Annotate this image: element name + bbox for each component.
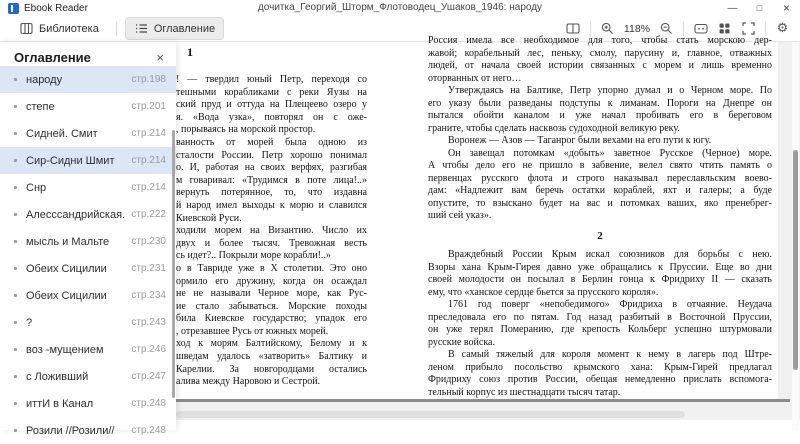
book-text-line: дам: «Надлежит вам беречь остатки кораблей, яхт и галеры; а буде xyxy=(428,185,772,196)
maximize-button[interactable]: □ xyxy=(756,3,763,13)
book-text-line: м говаривал: «Трудимся в поте лица!..» xyxy=(176,174,367,186)
toc-item-label: Обеих Сицилии xyxy=(26,262,107,275)
book-text-line: сь идет?.. Покрыли море корабли!..» xyxy=(176,250,331,262)
toc-sidebar-header xyxy=(0,42,176,65)
toc-item[interactable] xyxy=(0,120,176,147)
bullet-icon xyxy=(14,159,17,162)
zoom-out-icon[interactable] xyxy=(659,21,674,36)
toc-item-label: Сидней. Смит xyxy=(26,127,98,140)
toc-item-page: стр.243 xyxy=(131,317,166,328)
book-text-line: леном прибыло посольство крымского хана: Крым-Гирей предлагал xyxy=(428,361,772,373)
reader-main-area xyxy=(0,35,800,437)
app-logo-icon xyxy=(8,3,19,14)
toc-item-page: стр.246 xyxy=(131,344,166,355)
toc-item[interactable] xyxy=(0,147,176,174)
library-button[interactable] xyxy=(10,17,108,40)
toc-item-label: ? xyxy=(26,316,33,329)
toc-item-page: стр.248 xyxy=(131,398,166,409)
toolbar-separator xyxy=(116,22,117,36)
title-bar xyxy=(0,0,800,16)
toolbar-separator xyxy=(765,22,766,36)
toolbar-separator xyxy=(683,22,684,36)
toc-item[interactable] xyxy=(0,174,176,201)
book-text-line: первенцах русского флота и строго наказывал переславльским воево- xyxy=(428,172,772,184)
book-text-line: не не называли Черное море, как Рус- xyxy=(176,288,367,300)
toc-item-label: иттИ в Канал xyxy=(26,397,94,410)
document-title: дочитка_Георгий_Шторм_Флотоводец_Ушаков_1946: народу xyxy=(257,2,543,13)
book-text-line: вернуть потерянное, то, что издавна xyxy=(176,187,367,199)
book-text-line: Утверждаясь на Балтике, Петр упорно думал и о Черном море. По xyxy=(448,85,772,96)
window-controls xyxy=(719,0,800,16)
sidebar-scrollbar-thumb[interactable] xyxy=(172,130,175,398)
book-text-line: ший сей указ». xyxy=(428,210,492,221)
book-text-line: ормило его дружину, когда он осаждал xyxy=(176,275,367,287)
toc-item-page: стр.222 xyxy=(131,209,166,220)
book-text-line: ский пруд и оттуда на Плещеево озеро у xyxy=(176,99,367,111)
book-text-line: Киевской Руси. xyxy=(176,212,242,224)
book-text-line: преследовала его по пятам. Год назад разбитый в Восточной Пруссии, xyxy=(428,311,772,323)
toc-item-label: Обеих Сицилии xyxy=(26,289,107,302)
book-text-line: своей молодости он посылал в Берлин гонца к Фридриху II — сказать xyxy=(428,274,772,285)
toc-item-label: воз -мущением xyxy=(26,343,104,356)
toc-item-label: степе xyxy=(26,100,55,113)
book-text-line: он уже терял Померанию, где крепость Кольберг успешно штурмовали xyxy=(428,324,772,335)
zoom-level: 118% xyxy=(623,22,650,35)
book-text-line: пытался обойти каналом и уже начал пробивать его в береговом xyxy=(428,110,772,121)
bullet-icon xyxy=(14,429,17,432)
book-text-line: его указу были разведаны подступы к лиманам. Пороги на Днепре он xyxy=(428,97,772,109)
book-text-line: В самый тяжелый для короля момент к нему в лагерь под Штре- xyxy=(448,349,772,360)
settings-gear-icon[interactable]: ⚙ xyxy=(776,21,789,36)
toc-item[interactable] xyxy=(0,309,176,336)
toc-item-label: Снр xyxy=(26,181,47,194)
toc-list-icon xyxy=(134,21,149,36)
book-text-line: о в Тавриде уже в X столетии. Это оно xyxy=(176,262,367,274)
book-text-line: двух и более тысяч. Тревожная весть xyxy=(176,237,367,249)
toc-item-page: стр.198 xyxy=(131,74,166,85)
book-text-line: Россия имела все необходимое для того, чтобы стать морскою дер- xyxy=(428,35,772,46)
zoom-in-icon[interactable] xyxy=(600,21,615,36)
book-text-line: Взоры хана Крым-Гирея давно уже обращались к Пруссии. Еще во дни xyxy=(428,261,772,273)
single-page-view-icon[interactable] xyxy=(693,21,708,36)
book-text-line: , порываясь на морской простор. xyxy=(176,124,316,136)
toc-item-label: Алесссандрийская. xyxy=(26,208,126,221)
toc-item[interactable] xyxy=(0,282,176,309)
toc-item-label: Сир-Сидни Шмит xyxy=(26,154,115,167)
toolbar-separator xyxy=(590,22,591,36)
vertical-scrollbar-thumb[interactable] xyxy=(793,150,798,370)
bullet-icon xyxy=(14,294,17,297)
toc-item[interactable] xyxy=(0,66,176,93)
grid-view-icon[interactable] xyxy=(717,21,732,36)
book-text-line: жавой; корабельный лес, пеньку, смолу, парусину и, главное, отважных xyxy=(428,47,772,59)
close-window-button[interactable]: × xyxy=(782,1,790,15)
toc-item-label: с Ложивший xyxy=(26,370,89,383)
book-page-left-column xyxy=(176,74,367,389)
book-text-line: опустите, то взыскано будет на вас и потомках ваших, яко пренебрег- xyxy=(428,197,772,209)
toc-button-label: Оглавление xyxy=(153,22,216,35)
bullet-icon xyxy=(14,78,17,81)
book-view-icon[interactable] xyxy=(566,21,581,36)
toc-item-page: стр.248 xyxy=(131,425,166,436)
book-text-line: ие стало забываться. Морские походы xyxy=(176,300,367,312)
toc-sidebar-title: Оглавление xyxy=(14,50,91,65)
bullet-icon xyxy=(14,213,17,216)
toc-item[interactable] xyxy=(0,417,176,444)
book-text-line: ходили морем на Византию. Число их xyxy=(176,225,367,237)
bullet-icon xyxy=(14,186,17,189)
app-name: Ebook Reader xyxy=(24,2,88,14)
toc-item-label: мысль и Мальте xyxy=(26,235,110,248)
toc-item-page: стр.247 xyxy=(131,371,166,382)
toc-sidebar xyxy=(0,42,176,437)
book-text-line: , отрезавшее Русь от южных морей. xyxy=(176,325,329,337)
toc-item-page: стр.230 xyxy=(131,236,166,247)
book-text-line: Он завещал потомкам «добыть» заветное Русское (Черное) море. xyxy=(448,147,772,159)
toc-item-page: стр.214 xyxy=(131,128,166,139)
book-text-line: Враждебный России Крым искал союзников для борьбы с нею. xyxy=(448,249,772,260)
fullscreen-icon[interactable] xyxy=(741,21,756,36)
book-text-line: людей, от начала своей истории связанных с морем и лишь временно xyxy=(428,60,772,71)
library-icon xyxy=(19,21,34,36)
book-text-line: била Киевское государство; упадок его xyxy=(176,313,367,325)
bullet-icon xyxy=(14,105,17,108)
bullet-icon xyxy=(14,240,17,243)
toc-item-label: Розили //Розили// xyxy=(26,424,115,437)
book-text-line: я. «Вода узка», повторял он с оже- xyxy=(176,111,367,123)
book-text-line: 2 xyxy=(597,229,603,242)
book-text-line: ! — твердил юный Петр, переходя со xyxy=(176,74,367,85)
book-text-line: оторванных от него… xyxy=(428,72,522,84)
book-text-line: Воронеж — Азов — Таганрог были вехами на его пути к югу. xyxy=(448,135,712,146)
book-text-line: ванность от морей была одною из xyxy=(176,136,367,148)
toc-item[interactable] xyxy=(0,201,176,228)
toc-item[interactable] xyxy=(0,336,176,363)
minimize-button[interactable]: — xyxy=(727,2,738,14)
book-text-line: Карелии. За новгородцами остались xyxy=(176,363,367,375)
toc-item-page: стр.234 xyxy=(131,290,166,301)
book-text-line: ему, что «ханское сердце бьется за прусского короля». xyxy=(428,286,659,298)
close-sidebar-icon[interactable]: × xyxy=(156,50,164,65)
chapter-heading-1: 1 xyxy=(187,45,193,59)
toc-item-page: стр.214 xyxy=(131,155,166,166)
toc-item-page: стр.231 xyxy=(131,263,166,274)
book-text-line: й народ имел выходы к морю и славился xyxy=(176,199,367,211)
book-text-line: тешными корабликами с реки Яузы на xyxy=(176,86,367,98)
bullet-icon xyxy=(14,375,17,378)
book-text-line: ход к морям Балтийскому, Белому и к xyxy=(176,338,367,350)
book-text-line: А чтобы дело его не пришло в забвение, велел свято чтить память о xyxy=(428,160,772,171)
book-text-line: граните, чтобы сделать насквозь судоходной великую реку. xyxy=(428,122,680,134)
book-text-line: Фридриху союз против России, обещая немедленно прислать вспомога- xyxy=(428,374,772,385)
bullet-icon xyxy=(14,267,17,270)
library-button-label: Библиотека xyxy=(39,22,99,35)
toc-item-page: стр.214 xyxy=(131,182,166,193)
book-text-line: русские войска. xyxy=(428,336,495,348)
book-text-line: 1761 год поверг «непобедимого» Фридриха в отчаяние. Неудача xyxy=(448,299,772,310)
toc-item-page: стр.201 xyxy=(131,101,166,112)
toc-item[interactable] xyxy=(0,255,176,282)
horizontal-scrollbar-thumb[interactable] xyxy=(176,411,685,418)
bullet-icon xyxy=(14,321,17,324)
book-text-line: о. И, работая на своих верфях, разгибая xyxy=(176,162,367,174)
toc-item[interactable] xyxy=(0,228,176,255)
toc-item[interactable] xyxy=(0,363,176,390)
book-page-right-column xyxy=(428,35,772,399)
book-text-line: шведам удалось «затворить» Балтику и xyxy=(176,351,367,363)
book-text-line: сталости России. Петр хорошо понимал xyxy=(176,149,367,161)
toc-item-label: народу xyxy=(26,73,63,86)
toc-item[interactable] xyxy=(0,93,176,120)
toc-item[interactable] xyxy=(0,390,176,417)
book-text-line: тельный корпус из шестнадцати тысяч татар. xyxy=(428,386,621,398)
toc-button[interactable] xyxy=(125,17,224,40)
bullet-icon xyxy=(14,402,17,405)
toolbar-right-group xyxy=(566,21,790,36)
book-text-line: алива между Наровою и Сестрой. xyxy=(176,376,321,388)
bullet-icon xyxy=(14,132,17,135)
toc-list xyxy=(0,66,176,444)
bullet-icon xyxy=(14,348,17,351)
